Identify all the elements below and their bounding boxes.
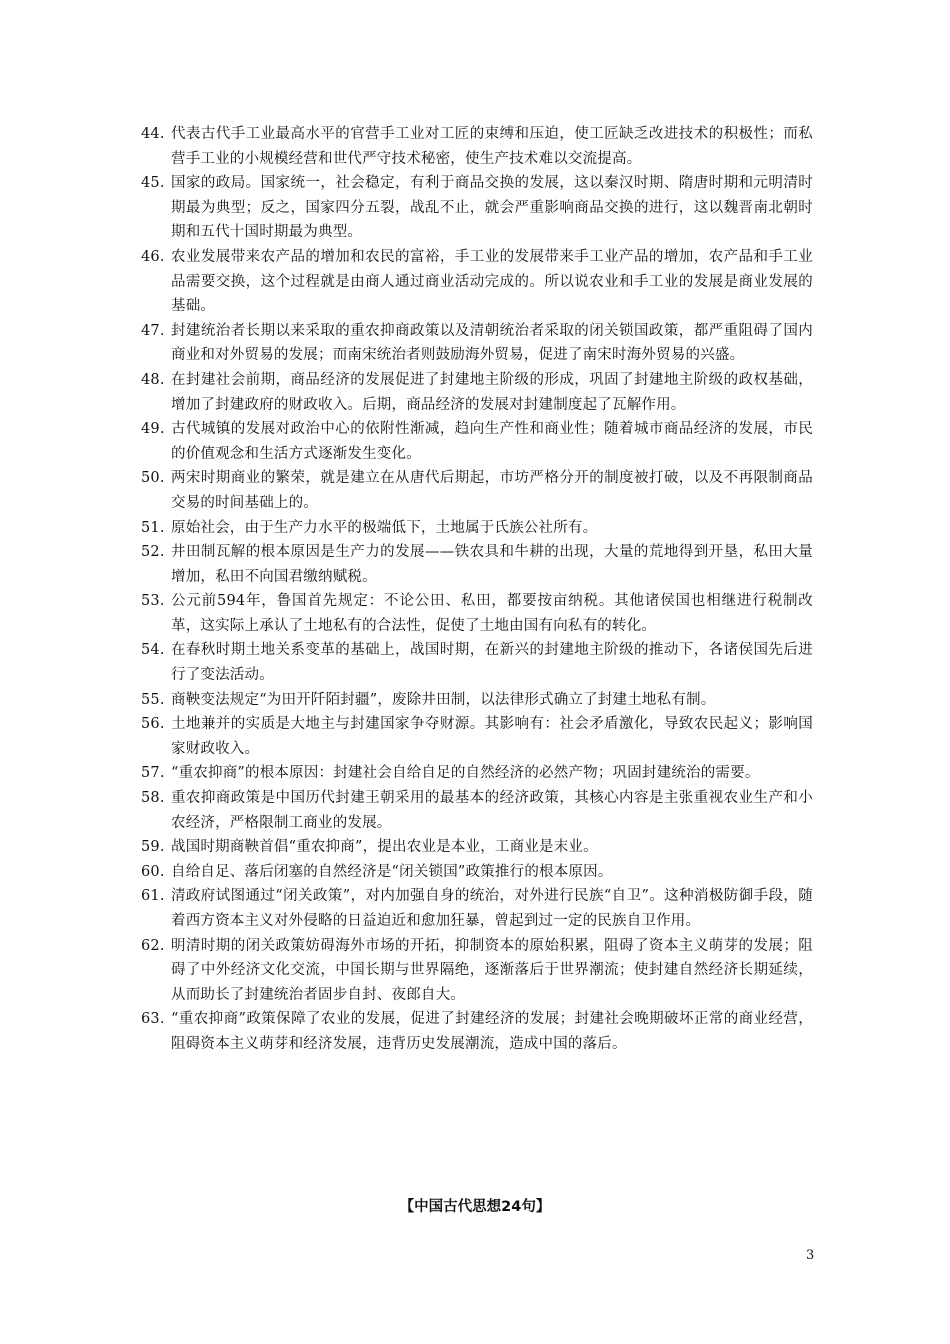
list-item — [143, 712, 813, 761]
item-text: 代表古代手工业最高水平的官营手工业对工匠的束缚和压迫，使工匠缺乏改进技术的积极性；而私营手工业的小规模经营和世代严守技术秘密，使生产技术难以交流提高。 — [171, 126, 813, 167]
numbered-list — [143, 122, 813, 1057]
list-item — [143, 245, 813, 319]
list-item — [143, 884, 813, 933]
list-item — [143, 319, 813, 368]
item-number: 53. — [141, 593, 165, 610]
list-item — [143, 688, 813, 713]
item-number: 48. — [141, 371, 165, 388]
list-item — [143, 417, 813, 466]
item-number: 58. — [141, 790, 165, 807]
section-heading: 【中国古代思想24句】 — [399, 1199, 551, 1215]
item-text: 原始社会，由于生产力水平的极端低下，土地属于氏族公社所有。 — [171, 519, 598, 536]
list-item — [143, 589, 813, 638]
item-text: 重农抑商政策是中国历代封建王朝采用的最基本的经济政策，其核心内容是主张重视农业生产和小农经济，严格限制工商业的发展。 — [171, 790, 813, 831]
list-item — [143, 466, 813, 515]
item-text: “重农抑商”的根本原因：封建社会自给自足的自然经济的必然产物；巩固封建统治的需要。 — [171, 765, 760, 782]
item-text: 古代城镇的发展对政治中心的依附性渐减，趋向生产性和商业性；随着城市商品经济的发展，市民的价值观念和生活方式逐渐发生变化。 — [171, 421, 813, 462]
item-number: 49. — [141, 421, 165, 438]
item-text: 清政府试图通过“闭关政策”，对内加强自身的统治，对外进行民族“自卫”。这种消极防御手段，随着西方资本主义对外侵略的日益迫近和愈加狂暴，曾起到过一定的民族自卫作用。 — [171, 888, 813, 929]
list-item — [143, 516, 813, 541]
list-item — [143, 934, 813, 1008]
item-number: 57. — [141, 765, 165, 782]
item-text: “重农抑商”政策保障了农业的发展，促进了封建经济的发展；封建社会晚期破坏正常的商业经营，阻碍资本主义萌芽和经济发展，违背历史发展潮流，造成中国的落后。 — [171, 1011, 813, 1052]
item-number: 56. — [141, 716, 165, 733]
item-number: 55. — [141, 691, 165, 708]
list-item — [143, 171, 813, 245]
list-item — [143, 368, 813, 417]
item-text: 自给自足、落后闭塞的自然经济是“闭关锁国”政策推行的根本原因。 — [171, 863, 613, 880]
item-number: 47. — [141, 322, 165, 339]
item-text: 公元前594年，鲁国首先规定：不论公田、私田，都要按亩纳税。其他诸侯国也相继进行税制改革，这实际上承认了土地私有的合法性，促使了土地由国有向私有的转化。 — [171, 593, 813, 634]
item-text: 商鞅变法规定“为田开阡陌封疆”，废除井田制，以法律形式确立了封建土地私有制。 — [171, 691, 716, 708]
item-number: 61. — [141, 888, 165, 905]
item-text: 在春秋时期土地关系变革的基础上，战国时期，在新兴的封建地主阶级的推动下，各诸侯国先后进行了变法活动。 — [171, 642, 813, 684]
item-number: 63. — [141, 1011, 165, 1028]
item-text: 两宋时期商业的繁荣，就是建立在从唐代后期起，市坊严格分开的制度被打破，以及不再限制商品交易的时间基础上的。 — [171, 470, 813, 511]
list-item — [143, 761, 813, 786]
item-text: 井田制瓦解的根本原因是生产力的发展——铁农具和牛耕的出现，大量的荒地得到开垦，私田大量增加，私田不向国君缴纳赋税。 — [171, 544, 813, 585]
item-text: 国家的政局。国家统一，社会稳定，有利于商品交换的发展，这以秦汉时期、隋唐时期和元明清时期最为典型；反之，国家四分五裂，战乱不止，就会严重影响商品交换的进行，这以魏晋南北朝时期和五代十国时期最为典型。 — [171, 175, 813, 241]
item-text: 明清时期的闭关政策妨碍海外市场的开拓，抑制资本的原始积累，阻碍了资本主义萌芽的发展；阻碍了中外经济文化交流，中国长期与世界隔绝，逐渐落后于世界潮流；使封建自然经济长期延续，从而助长了封建统治者固步自封、夜郎自大。 — [171, 937, 813, 1003]
item-number: 54. — [141, 642, 165, 659]
item-number: 62. — [141, 937, 165, 954]
page-number: 3 — [806, 1248, 815, 1263]
list-item — [143, 638, 813, 687]
item-number: 52. — [141, 544, 165, 561]
item-number: 60. — [141, 863, 165, 880]
item-number: 45. — [141, 175, 165, 192]
list-item — [143, 860, 813, 885]
item-number: 44. — [141, 126, 165, 142]
list-item — [143, 835, 813, 860]
item-number: 46. — [141, 248, 165, 265]
list-item — [143, 786, 813, 835]
item-number: 51. — [141, 519, 165, 536]
item-text: 在封建社会前期，商品经济的发展促进了封建地主阶级的形成，巩固了封建地主阶级的政权基础，增加了封建政府的财政收入。后期，商品经济的发展对封建制度起了瓦解作用。 — [171, 371, 813, 413]
item-number: 59. — [141, 839, 165, 856]
list-item — [143, 122, 813, 171]
item-number: 50. — [141, 470, 165, 487]
item-text: 土地兼并的实质是大地主与封建国家争夺财源。其影响有：社会矛盾激化，导致农民起义；影响国家财政收入。 — [171, 716, 813, 757]
item-text: 农业发展带来农产品的增加和农民的富裕，手工业的发展带来手工业产品的增加，农产品和手工业品需要交换，这个过程就是由商人通过商业活动完成的。所以说农业和手工业的发展是商业发展的基础。 — [171, 248, 813, 315]
item-text: 战国时期商鞅首倡“重农抑商”，提出农业是本业，工商业是末业。 — [171, 839, 598, 856]
item-text: 封建统治者长期以来采取的重农抑商政策以及清朝统治者采取的闭关锁国政策，都严重阻碍了国内商业和对外贸易的发展；而南宋统治者则鼓励海外贸易，促进了南宋时海外贸易的兴盛。 — [171, 322, 813, 364]
list-item — [143, 1007, 813, 1056]
list-item — [143, 540, 813, 589]
